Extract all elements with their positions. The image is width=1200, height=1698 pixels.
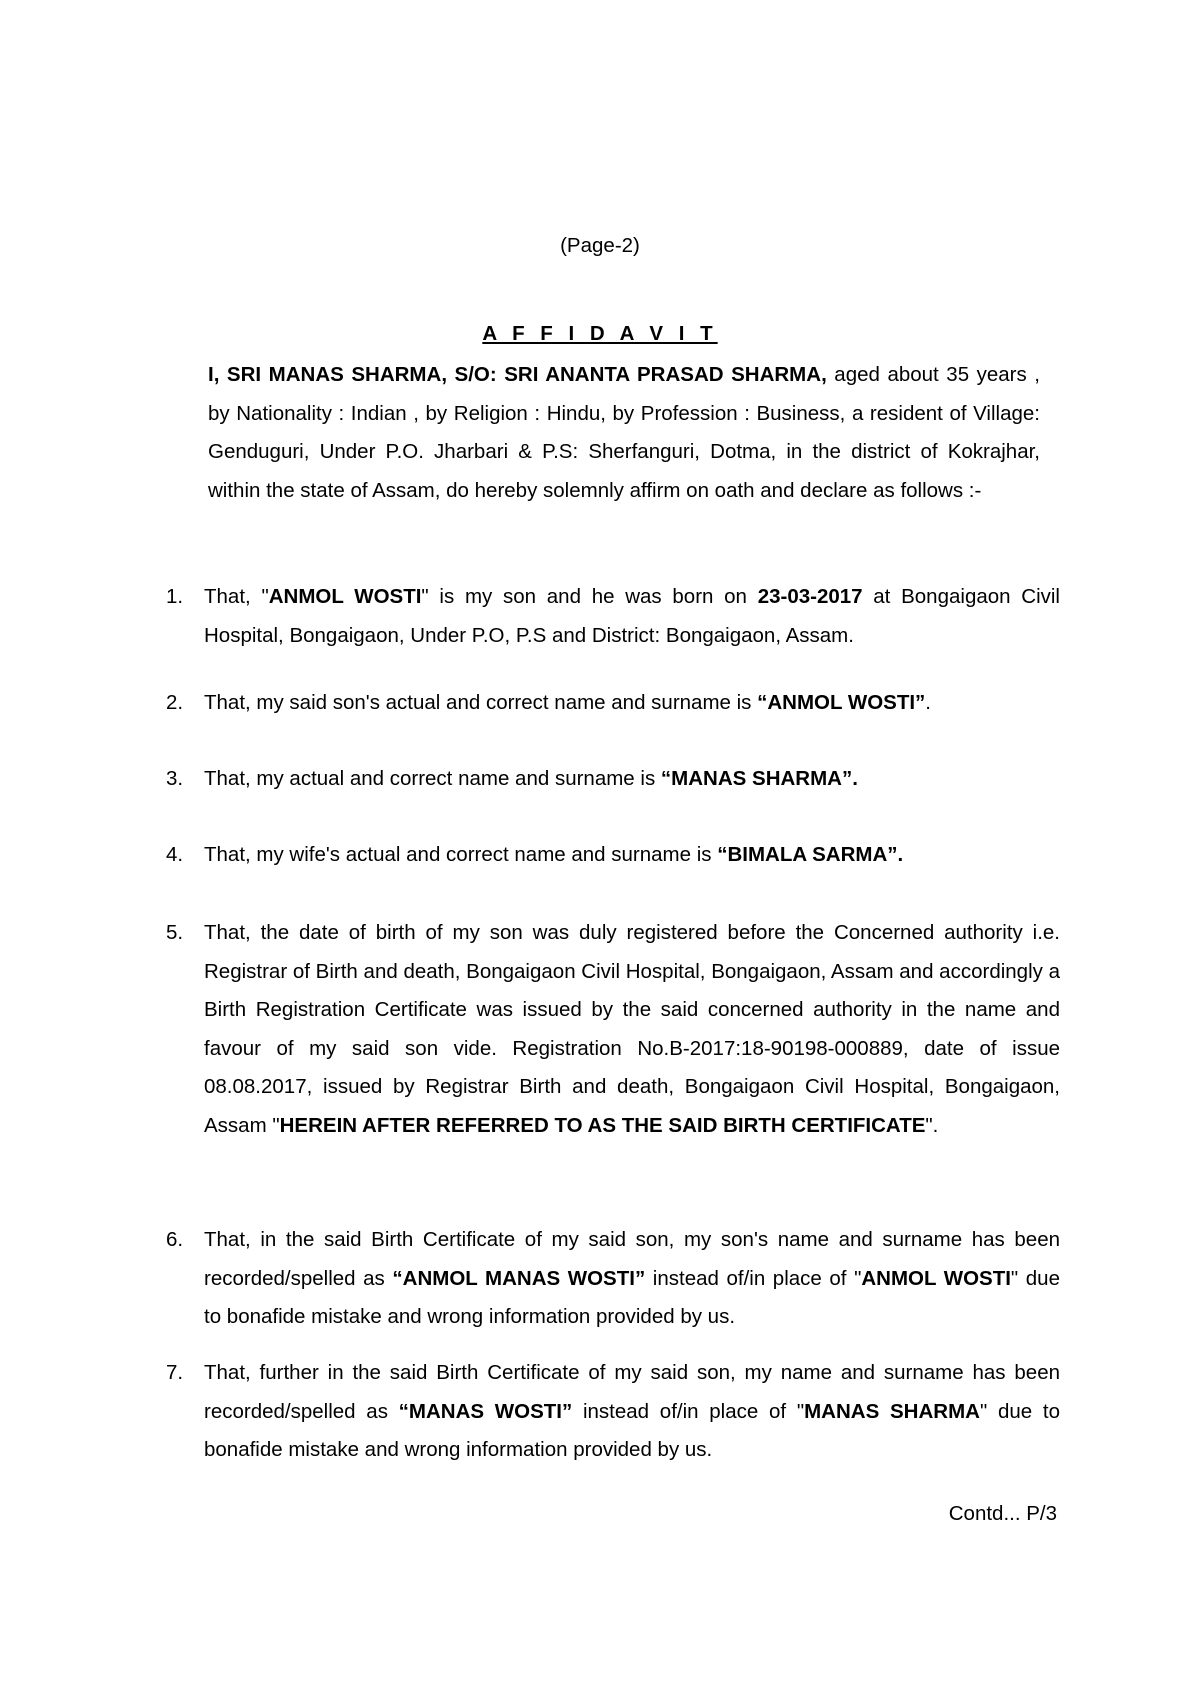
deponent-details: aged about 35 years , by Nationality : Indian , by Religion : Hindu, by Profession : Business, a resident of Village: Genduguri, Under P.O. Jharbari & P.S: Sherfanguri, Dotma, in the district of Kokrajhar, within the state of Assam, do hereby solemnly affirm on oath and declare as follows :- bbox=[208, 363, 1040, 502]
item-number: 4. bbox=[166, 843, 184, 866]
item-text: That, the date of birth of my son was duly registered before the Concerned authority i.e. Registrar of Birth and death, Bongaigaon Civil Hospital, Bongaigaon, Assam and accordingly a Birth Registration Certificate was issued by the said concerned authority in the name and favour of my said son vide. Registration No.B-2017:18-90198-000889, date of issue 08.08.2017, issued by Registrar Birth and death, Bongaigaon Civil Hospital, Bongaigaon, Assam "HEREIN AFTER REFERRED TO AS THE SAID BIRTH CERTIFICATE". bbox=[204, 921, 1060, 1137]
document-title: A F F I D A V I T bbox=[482, 322, 718, 345]
item-number: 6. bbox=[166, 1228, 184, 1251]
item-number: 7. bbox=[166, 1361, 184, 1384]
item-text: That, my actual and correct name and surname is “MANAS SHARMA”. bbox=[204, 767, 858, 790]
item-text: That, further in the said Birth Certificate of my said son, my name and surname has been recorded/spelled as “MANAS WOSTI” instead of/in place of "MANAS SHARMA" due to bonafide mistake and wrong information provided by us. bbox=[204, 1361, 1060, 1461]
page-number: (Page-2) bbox=[560, 234, 640, 257]
item-text: That, in the said Birth Certificate of my said son, my son's name and surname has been recorded/spelled as “ANMOL MANAS WOSTI” instead of/in place of "ANMOL WOSTI" due to bonafide mistake and wrong information provided by us. bbox=[204, 1228, 1060, 1328]
item-text: That, "ANMOL WOSTI" is my son and he was born on 23-03-2017 at Bongaigaon Civil Hospital, Bongaigaon, Under P.O, P.S and District: Bongaigaon, Assam. bbox=[204, 585, 1060, 647]
item-text: That, my said son's actual and correct name and surname is “ANMOL WOSTI”. bbox=[204, 691, 931, 714]
intro-paragraph bbox=[208, 356, 1040, 510]
item-text: That, my wife's actual and correct name and surname is “BIMALA SARMA”. bbox=[204, 843, 904, 866]
item-number: 2. bbox=[166, 691, 184, 714]
continuation-note: Contd... P/3 bbox=[948, 1502, 1057, 1525]
item-number: 5. bbox=[166, 921, 184, 944]
deponent-name: I, SRI MANAS SHARMA, S/O: SRI ANANTA PRASAD SHARMA, bbox=[208, 363, 827, 386]
item-number: 3. bbox=[166, 767, 184, 790]
item-number: 1. bbox=[166, 585, 184, 608]
